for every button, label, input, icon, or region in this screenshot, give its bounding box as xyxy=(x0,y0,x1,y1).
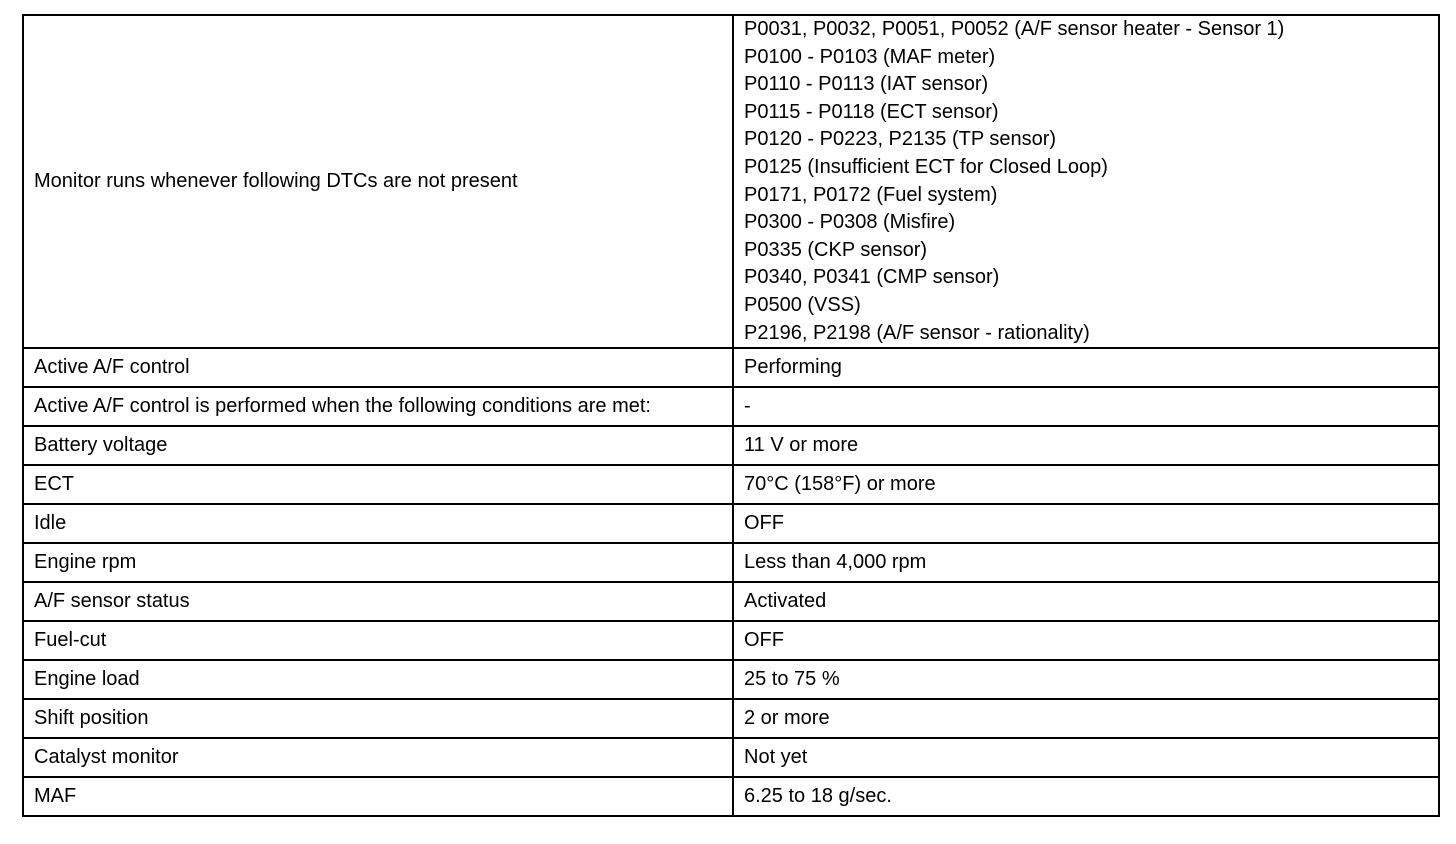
table-row xyxy=(23,660,1439,699)
dtc-code-line: P0120 - P0223, P2135 (TP sensor) xyxy=(744,128,1057,151)
condition-label: Engine load xyxy=(23,660,733,699)
condition-value: 2 or more xyxy=(733,699,1439,738)
condition-value: 6.25 to 18 g/sec. xyxy=(733,777,1439,816)
monitor-conditions-table xyxy=(22,14,1440,817)
dtc-code-line: P0300 - P0308 (Misfire) xyxy=(744,211,956,234)
condition-label: Active A/F control xyxy=(23,348,733,387)
condition-label: Fuel-cut xyxy=(23,621,733,660)
condition-value: 70°C (158°F) or more xyxy=(733,465,1439,504)
dtc-code-list xyxy=(733,15,1439,348)
condition-label: ECT xyxy=(23,465,733,504)
condition-label: MAF xyxy=(23,777,733,816)
condition-value: - xyxy=(733,387,1439,426)
table-row xyxy=(23,465,1439,504)
table-row-dtc xyxy=(23,15,1439,348)
dtc-code-line: P0100 - P0103 (MAF meter) xyxy=(744,45,996,68)
condition-value: OFF xyxy=(733,621,1439,660)
condition-label: Active A/F control is performed when the following conditions are met: xyxy=(23,387,733,426)
dtc-condition-label: Monitor runs whenever following DTCs are not present xyxy=(23,15,733,348)
condition-value: Performing xyxy=(733,348,1439,387)
table-row xyxy=(23,699,1439,738)
condition-label: A/F sensor status xyxy=(23,582,733,621)
table-row xyxy=(23,621,1439,660)
condition-value: Less than 4,000 rpm xyxy=(733,543,1439,582)
condition-label: Catalyst monitor xyxy=(23,738,733,777)
dtc-code-line: P0031, P0032, P0051, P0052 (A/F sensor heater - Sensor 1) xyxy=(744,18,1285,40)
table-row xyxy=(23,738,1439,777)
condition-label: Shift position xyxy=(23,699,733,738)
condition-value: Not yet xyxy=(733,738,1439,777)
table-row xyxy=(23,426,1439,465)
table-row xyxy=(23,504,1439,543)
condition-value: Activated xyxy=(733,582,1439,621)
dtc-code-line: P0340, P0341 (CMP sensor) xyxy=(744,266,1000,289)
table-row xyxy=(23,387,1439,426)
dtc-code-line: P0125 (Insufficient ECT for Closed Loop) xyxy=(744,155,1108,178)
condition-label: Engine rpm xyxy=(23,543,733,582)
table-row xyxy=(23,582,1439,621)
table-row xyxy=(23,543,1439,582)
dtc-code-line: P2196, P2198 (A/F sensor - rationality) xyxy=(744,321,1090,344)
dtc-code-line: P0115 - P0118 (ECT sensor) xyxy=(744,100,999,123)
condition-value: 11 V or more xyxy=(733,426,1439,465)
table-row xyxy=(23,348,1439,387)
condition-label: Idle xyxy=(23,504,733,543)
table-row xyxy=(23,777,1439,816)
condition-label: Battery voltage xyxy=(23,426,733,465)
dtc-code-line: P0110 - P0113 (IAT sensor) xyxy=(744,73,989,96)
condition-value: OFF xyxy=(733,504,1439,543)
dtc-code-line: P0500 (VSS) xyxy=(744,293,861,316)
dtc-code-line: P0335 (CKP sensor) xyxy=(744,238,928,261)
condition-value: 25 to 75 % xyxy=(733,660,1439,699)
dtc-code-line: P0171, P0172 (Fuel system) xyxy=(744,183,998,206)
